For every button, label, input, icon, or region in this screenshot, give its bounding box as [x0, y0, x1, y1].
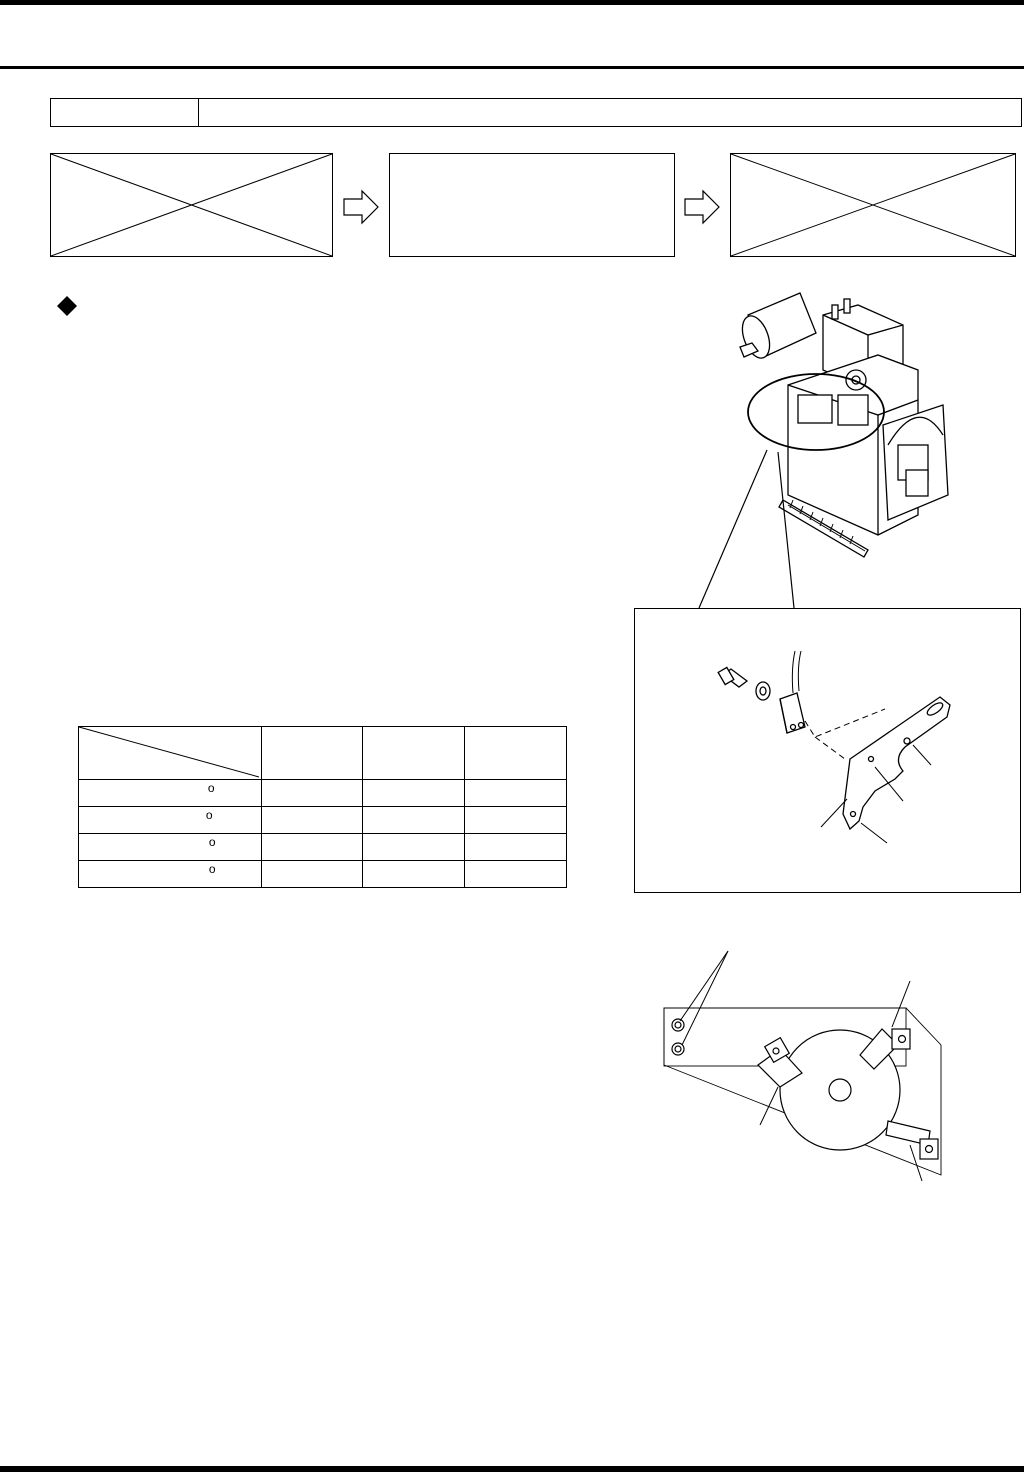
table-row: [79, 861, 567, 888]
table-header-cell: [261, 727, 363, 780]
header-bottom-rule: [0, 66, 1024, 69]
detail-view-box: [634, 608, 1021, 893]
table-header-cell: [363, 727, 465, 780]
table-row: [79, 780, 567, 807]
table-cell: [261, 807, 363, 834]
step-box-2: [389, 153, 675, 257]
table-header-diagonal-cell: [79, 727, 262, 780]
table-row-label-cell: [79, 834, 262, 861]
table-row-label-cell: [79, 861, 262, 888]
table-cell: [363, 780, 465, 807]
degree-mark: o: [205, 808, 213, 822]
table-header-cell: [465, 727, 567, 780]
table-cell: [261, 861, 363, 888]
header-top-rule: [0, 0, 1024, 5]
table-cell: [363, 807, 465, 834]
table-row-label-cell: [79, 780, 262, 807]
diamond-bullet-icon: [57, 296, 77, 316]
table-row: [79, 807, 567, 834]
table-cell: [261, 780, 363, 807]
right-arrow-icon: [343, 190, 379, 224]
table-cell: [465, 807, 567, 834]
step-box-1: [50, 153, 333, 257]
step-box-3: [730, 153, 1016, 257]
table-cell: [465, 861, 567, 888]
right-arrow-icon: [684, 190, 720, 224]
angle-spec-table: [78, 726, 567, 888]
table-header-row: [79, 727, 567, 780]
diagonal-divider: [79, 727, 261, 779]
table-row: [79, 834, 567, 861]
table-cell: [363, 834, 465, 861]
title-bar-divider: [198, 99, 199, 126]
crossed-out-placeholder-icon: [731, 154, 1015, 256]
sensor-bracket-exploded-view: [635, 609, 1019, 891]
title-bar: [50, 98, 1022, 127]
footer-rule: [0, 1466, 1024, 1472]
table-cell: [465, 834, 567, 861]
sensor-plate-diagram: [660, 945, 960, 1185]
crossed-out-placeholder-icon: [51, 154, 332, 256]
detail-leader-lines: [695, 440, 855, 610]
table-cell: [363, 861, 465, 888]
table-cell: [465, 780, 567, 807]
table-row-label-cell: [79, 807, 262, 834]
table-cell: [261, 834, 363, 861]
degree-mark: o: [207, 781, 215, 795]
degree-mark: o: [208, 862, 216, 876]
degree-mark: o: [208, 835, 216, 849]
